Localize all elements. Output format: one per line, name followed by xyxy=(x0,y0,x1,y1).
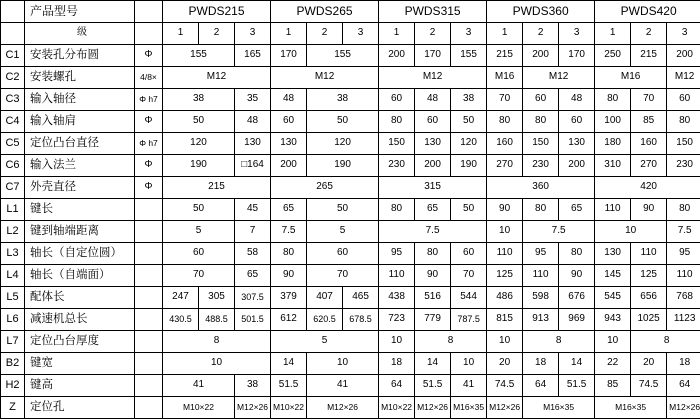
data-cell: 488.5 xyxy=(199,309,235,331)
header-level-4-3: 3 xyxy=(667,23,700,45)
data-cell: 943 xyxy=(595,309,631,331)
table-body xyxy=(1,45,700,419)
data-cell: 90 xyxy=(415,265,451,287)
row-label: 定位凸台直径 xyxy=(25,133,135,155)
data-cell: 38 xyxy=(235,375,271,397)
row-symbol xyxy=(135,243,163,265)
data-cell: 265 xyxy=(271,177,379,199)
header-level-2-3: 3 xyxy=(451,23,487,45)
data-cell: 8 xyxy=(415,331,487,353)
data-cell: M12 xyxy=(379,67,487,89)
data-cell: 247 xyxy=(163,287,199,309)
data-cell: 50 xyxy=(307,199,379,221)
data-cell: 1123 xyxy=(667,309,700,331)
data-cell: 170 xyxy=(415,45,451,67)
data-cell: 125 xyxy=(487,265,523,287)
data-cell: 120 xyxy=(451,133,487,155)
data-cell: 10 xyxy=(307,353,379,375)
data-cell: 270 xyxy=(631,155,667,177)
data-cell: 64 xyxy=(379,375,415,397)
table-row xyxy=(1,45,700,67)
data-cell: M12 xyxy=(667,67,700,89)
data-cell: 80 xyxy=(487,111,523,133)
table-header xyxy=(1,1,700,45)
data-cell: 7.5 xyxy=(379,221,487,243)
row-code: H2 xyxy=(1,375,25,397)
data-cell: 10 xyxy=(379,331,415,353)
data-cell: 612 xyxy=(271,309,307,331)
data-cell: 5 xyxy=(307,221,379,243)
data-cell: 145 xyxy=(595,265,631,287)
table-row xyxy=(1,155,700,177)
data-cell: 420 xyxy=(595,177,700,199)
data-cell: 180 xyxy=(595,133,631,155)
row-label: 配体长 xyxy=(25,287,135,309)
row-symbol: Φ xyxy=(135,111,163,133)
data-cell: 80 xyxy=(523,199,559,221)
data-cell: 48 xyxy=(271,89,307,111)
row-label: 减速机总长 xyxy=(25,309,135,331)
row-label: 安装孔分布圆 xyxy=(25,45,135,67)
data-cell: 41 xyxy=(307,375,379,397)
header-level-4-1: 1 xyxy=(595,23,631,45)
data-cell: 50 xyxy=(451,199,487,221)
header-row-models xyxy=(1,1,700,23)
data-cell: 50 xyxy=(451,111,487,133)
row-symbol xyxy=(135,397,163,419)
data-cell: 545 xyxy=(595,287,631,309)
data-cell: 100 xyxy=(595,111,631,133)
data-cell: 48 xyxy=(559,89,595,111)
data-cell: 815 xyxy=(487,309,523,331)
header-model-label: 产品型号 xyxy=(25,1,135,23)
header-model-1: PWDS265 xyxy=(271,1,379,23)
data-cell: 38 xyxy=(163,89,235,111)
row-symbol: Φ xyxy=(135,45,163,67)
data-cell: M16×35 xyxy=(451,397,487,419)
row-label: 输入法兰 xyxy=(25,155,135,177)
header-model-4: PWDS420 xyxy=(595,1,700,23)
table-row xyxy=(1,331,700,353)
data-cell: 51.5 xyxy=(271,375,307,397)
table-row xyxy=(1,199,700,221)
data-cell: 598 xyxy=(523,287,559,309)
table-row xyxy=(1,89,700,111)
data-cell: 80 xyxy=(379,199,415,221)
table-row xyxy=(1,177,700,199)
data-cell: M12 xyxy=(163,67,271,89)
data-cell: 18 xyxy=(667,353,700,375)
row-code: Z xyxy=(1,397,25,419)
data-cell: 170 xyxy=(559,45,595,67)
data-cell: 270 xyxy=(487,155,523,177)
data-cell: 120 xyxy=(163,133,235,155)
row-symbol xyxy=(135,353,163,375)
table-row xyxy=(1,111,700,133)
data-cell: 438 xyxy=(379,287,415,309)
data-cell: 1025 xyxy=(631,309,667,331)
row-code: L6 xyxy=(1,309,25,331)
data-cell: 65 xyxy=(559,199,595,221)
data-cell: 20 xyxy=(631,353,667,375)
header-model-0: PWDS215 xyxy=(163,1,271,23)
data-cell: 620.5 xyxy=(307,309,343,331)
header-corner-code-2 xyxy=(1,23,25,45)
data-cell: 48 xyxy=(415,89,451,111)
data-cell: 215 xyxy=(487,45,523,67)
row-label: 定位凸台厚度 xyxy=(25,331,135,353)
data-cell: 60 xyxy=(667,89,700,111)
data-cell: 430.5 xyxy=(163,309,199,331)
header-level-3-1: 1 xyxy=(487,23,523,45)
row-code: L3 xyxy=(1,243,25,265)
row-symbol xyxy=(135,287,163,309)
data-cell: 80 xyxy=(667,111,700,133)
row-code: C7 xyxy=(1,177,25,199)
data-cell: 150 xyxy=(379,133,415,155)
data-cell: 768 xyxy=(667,287,700,309)
data-cell: M12×26 xyxy=(307,397,379,419)
data-cell: 10 xyxy=(487,331,523,353)
row-symbol: Φ xyxy=(135,155,163,177)
data-cell: 70 xyxy=(307,265,379,287)
data-cell: 90 xyxy=(271,265,307,287)
row-code: L5 xyxy=(1,287,25,309)
data-cell: 110 xyxy=(595,199,631,221)
data-cell: 110 xyxy=(631,243,667,265)
data-cell: 544 xyxy=(451,287,487,309)
data-cell: 969 xyxy=(559,309,595,331)
data-cell: 130 xyxy=(271,133,307,155)
data-cell: 70 xyxy=(451,265,487,287)
data-cell: 170 xyxy=(271,45,307,67)
data-cell: 70 xyxy=(163,265,235,287)
data-cell: 60 xyxy=(163,243,235,265)
data-cell: 150 xyxy=(523,133,559,155)
data-cell: 60 xyxy=(523,89,559,111)
table-row xyxy=(1,375,700,397)
row-code: C4 xyxy=(1,111,25,133)
data-cell: 70 xyxy=(487,89,523,111)
data-cell: 95 xyxy=(379,243,415,265)
data-cell: 65 xyxy=(235,265,271,287)
data-cell: 8 xyxy=(631,331,700,353)
data-cell: M16 xyxy=(595,67,667,89)
data-cell: 200 xyxy=(667,45,700,67)
data-cell: 155 xyxy=(163,45,235,67)
data-cell: 150 xyxy=(667,133,700,155)
table-row xyxy=(1,353,700,375)
data-cell: 18 xyxy=(523,353,559,375)
row-code: L4 xyxy=(1,265,25,287)
data-cell: 656 xyxy=(631,287,667,309)
data-cell: M16 xyxy=(487,67,523,89)
data-cell: 80 xyxy=(379,111,415,133)
data-cell: 60 xyxy=(307,243,379,265)
data-cell: 160 xyxy=(487,133,523,155)
row-symbol xyxy=(135,265,163,287)
data-cell: 200 xyxy=(415,155,451,177)
data-cell: 10 xyxy=(451,353,487,375)
row-label: 定位孔 xyxy=(25,397,135,419)
data-cell: 80 xyxy=(667,199,700,221)
data-cell: 80 xyxy=(595,89,631,111)
data-cell: 14 xyxy=(271,353,307,375)
row-label: 输入轴径 xyxy=(25,89,135,111)
data-cell: 14 xyxy=(415,353,451,375)
data-cell: M12×26 xyxy=(667,397,700,419)
data-cell: 230 xyxy=(667,155,700,177)
data-cell: 50 xyxy=(163,111,235,133)
data-cell: 65 xyxy=(271,199,307,221)
header-level-1-1: 1 xyxy=(271,23,307,45)
data-cell: 80 xyxy=(415,243,451,265)
data-cell: 74.5 xyxy=(631,375,667,397)
data-cell: 676 xyxy=(559,287,595,309)
row-label: 轴长（自定位圆） xyxy=(25,243,135,265)
row-symbol xyxy=(135,331,163,353)
data-cell: 130 xyxy=(595,243,631,265)
data-cell: 60 xyxy=(451,243,487,265)
data-cell: □164 xyxy=(235,155,271,177)
table-row xyxy=(1,67,700,89)
row-code: C3 xyxy=(1,89,25,111)
header-corner-symbol-2 xyxy=(135,23,163,45)
data-cell: 215 xyxy=(163,177,271,199)
data-cell: 310 xyxy=(595,155,631,177)
row-code: C1 xyxy=(1,45,25,67)
data-cell: 80 xyxy=(559,243,595,265)
row-symbol xyxy=(135,375,163,397)
table-row xyxy=(1,397,700,419)
data-cell: 516 xyxy=(415,287,451,309)
data-cell: M12×26 xyxy=(235,397,271,419)
data-cell: 95 xyxy=(667,243,700,265)
data-cell: 90 xyxy=(559,265,595,287)
data-cell: 38 xyxy=(451,89,487,111)
data-cell: 10 xyxy=(163,353,271,375)
header-level-0-3: 3 xyxy=(235,23,271,45)
data-cell: 85 xyxy=(595,375,631,397)
data-cell: 360 xyxy=(487,177,595,199)
data-cell: M10×22 xyxy=(163,397,235,419)
data-cell: 64 xyxy=(523,375,559,397)
data-cell: M12 xyxy=(271,67,379,89)
data-cell: 5 xyxy=(163,221,235,243)
header-level-2-2: 2 xyxy=(415,23,451,45)
row-symbol xyxy=(135,221,163,243)
row-symbol: 4/8× xyxy=(135,67,163,89)
data-cell: 48 xyxy=(235,111,271,133)
data-cell: 60 xyxy=(559,111,595,133)
data-cell: 10 xyxy=(595,221,667,243)
data-cell: 74.5 xyxy=(487,375,523,397)
data-cell: 305 xyxy=(199,287,235,309)
row-code: L7 xyxy=(1,331,25,353)
row-code: C2 xyxy=(1,67,25,89)
data-cell: 913 xyxy=(523,309,559,331)
table-row xyxy=(1,265,700,287)
data-cell: 5 xyxy=(271,331,379,353)
table-row xyxy=(1,243,700,265)
data-cell: 7.5 xyxy=(271,221,307,243)
row-label: 外壳直径 xyxy=(25,177,135,199)
data-cell: 38 xyxy=(307,89,379,111)
header-level-3-2: 2 xyxy=(523,23,559,45)
data-cell: M12 xyxy=(523,67,595,89)
row-label: 轴长（自端面） xyxy=(25,265,135,287)
row-label: 输入轴肩 xyxy=(25,111,135,133)
data-cell: 723 xyxy=(379,309,415,331)
data-cell: 110 xyxy=(667,265,700,287)
data-cell: 165 xyxy=(235,45,271,67)
data-cell: M12×26 xyxy=(487,397,523,419)
data-cell: 130 xyxy=(415,133,451,155)
data-cell: 64 xyxy=(667,375,700,397)
row-label: 键长 xyxy=(25,199,135,221)
data-cell: 160 xyxy=(631,133,667,155)
data-cell: 45 xyxy=(235,199,271,221)
data-cell: 155 xyxy=(307,45,379,67)
data-cell: 10 xyxy=(487,221,523,243)
row-code: C6 xyxy=(1,155,25,177)
row-symbol: Φ h7 xyxy=(135,89,163,111)
data-cell: 200 xyxy=(559,155,595,177)
data-cell: 7.5 xyxy=(667,221,700,243)
data-cell: 41 xyxy=(163,375,235,397)
data-cell: 307.5 xyxy=(235,287,271,309)
data-cell: 200 xyxy=(271,155,307,177)
data-cell: 130 xyxy=(559,133,595,155)
header-corner-symbol xyxy=(135,1,163,23)
data-cell: 22 xyxy=(595,353,631,375)
data-cell: 230 xyxy=(379,155,415,177)
row-code: L1 xyxy=(1,199,25,221)
data-cell: 315 xyxy=(379,177,487,199)
data-cell: 678.5 xyxy=(343,309,379,331)
row-code: C5 xyxy=(1,133,25,155)
data-cell: 10 xyxy=(595,331,631,353)
data-cell: 110 xyxy=(523,265,559,287)
data-cell: 90 xyxy=(631,199,667,221)
data-cell: 60 xyxy=(379,89,415,111)
header-level-1-2: 2 xyxy=(307,23,343,45)
data-cell: 155 xyxy=(451,45,487,67)
header-level-4-2: 2 xyxy=(631,23,667,45)
data-cell: 58 xyxy=(235,243,271,265)
data-cell: 8 xyxy=(163,331,271,353)
data-cell: 51.5 xyxy=(415,375,451,397)
row-label: 安装螺孔 xyxy=(25,67,135,89)
data-cell: 80 xyxy=(271,243,307,265)
row-label: 键宽 xyxy=(25,353,135,375)
header-level-0-2: 2 xyxy=(199,23,235,45)
table-row xyxy=(1,221,700,243)
data-cell: 50 xyxy=(163,199,235,221)
header-corner-code xyxy=(1,1,25,23)
data-cell: 190 xyxy=(307,155,379,177)
data-cell: 465 xyxy=(343,287,379,309)
data-cell: 51.5 xyxy=(559,375,595,397)
data-cell: 35 xyxy=(235,89,271,111)
data-cell: 110 xyxy=(379,265,415,287)
data-cell: 60 xyxy=(415,111,451,133)
header-model-3: PWDS360 xyxy=(487,1,595,23)
row-label: 键到轴端距离 xyxy=(25,221,135,243)
data-cell: M16×35 xyxy=(595,397,667,419)
row-code: L2 xyxy=(1,221,25,243)
row-label: 键高 xyxy=(25,375,135,397)
data-cell: M12×26 xyxy=(415,397,451,419)
header-level-3-3: 3 xyxy=(559,23,595,45)
data-cell: 190 xyxy=(451,155,487,177)
data-cell: 20 xyxy=(487,353,523,375)
data-cell: M10×22 xyxy=(271,397,307,419)
data-cell: 65 xyxy=(415,199,451,221)
data-cell: 18 xyxy=(379,353,415,375)
data-cell: 90 xyxy=(487,199,523,221)
data-cell: 8 xyxy=(523,331,595,353)
data-cell: 379 xyxy=(271,287,307,309)
data-cell: 125 xyxy=(631,265,667,287)
data-cell: 110 xyxy=(487,243,523,265)
header-level-2-1: 1 xyxy=(379,23,415,45)
data-cell: 250 xyxy=(595,45,631,67)
data-cell: M10×22 xyxy=(379,397,415,419)
row-code: B2 xyxy=(1,353,25,375)
data-cell: 230 xyxy=(523,155,559,177)
data-cell: 85 xyxy=(631,111,667,133)
data-cell: 190 xyxy=(163,155,235,177)
data-cell: 407 xyxy=(307,287,343,309)
data-cell: M16×35 xyxy=(523,397,595,419)
header-level-0-1: 1 xyxy=(163,23,199,45)
header-level-1-3: 3 xyxy=(343,23,379,45)
table-row xyxy=(1,287,700,309)
data-cell: 779 xyxy=(415,309,451,331)
data-cell: 7 xyxy=(235,221,271,243)
data-cell: 486 xyxy=(487,287,523,309)
data-cell: 200 xyxy=(523,45,559,67)
table-row xyxy=(1,309,700,331)
data-cell: 41 xyxy=(451,375,487,397)
row-symbol: Φ xyxy=(135,177,163,199)
row-symbol: Φ h7 xyxy=(135,133,163,155)
data-cell: 70 xyxy=(631,89,667,111)
data-cell: 14 xyxy=(559,353,595,375)
data-cell: 130 xyxy=(235,133,271,155)
data-cell: 200 xyxy=(379,45,415,67)
header-model-2: PWDS315 xyxy=(379,1,487,23)
table-row xyxy=(1,133,700,155)
data-cell: 120 xyxy=(307,133,379,155)
row-symbol xyxy=(135,309,163,331)
data-cell: 787.5 xyxy=(451,309,487,331)
header-level-label: 级 xyxy=(25,23,135,45)
data-cell: 50 xyxy=(307,111,379,133)
data-cell: 501.5 xyxy=(235,309,271,331)
data-cell: 60 xyxy=(271,111,307,133)
row-symbol xyxy=(135,199,163,221)
data-cell: 80 xyxy=(523,111,559,133)
data-cell: 215 xyxy=(631,45,667,67)
header-row-levels xyxy=(1,23,700,45)
data-cell: 95 xyxy=(523,243,559,265)
data-cell: 7.5 xyxy=(523,221,595,243)
